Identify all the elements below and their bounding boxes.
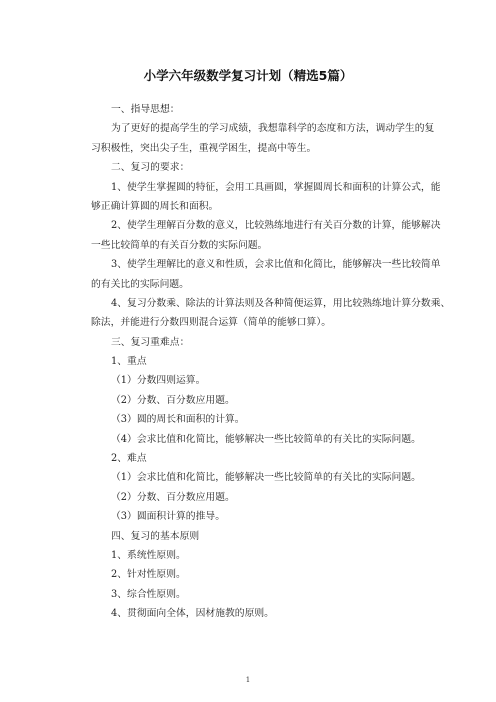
list-item: （2）分数、百分数应用题。 — [111, 394, 235, 406]
paragraph-line: 为了更好的提高学生的学习成绩，我想靠科学的态度和方法，调动学生的复 — [111, 123, 435, 135]
section-heading-guiding-idea: 一、指导思想： — [111, 104, 180, 115]
paragraph-line: 习积极性，突出尖子生，重视学困生，提高中等生。 — [91, 142, 317, 154]
list-item: （1）会求比值和化简比，能够解决一些比较简单的有关比的实际问题。 — [111, 472, 421, 484]
list-item: （2）分数、百分数应用题。 — [111, 491, 235, 503]
paragraph-line: 2、使学生理解百分数的意义，比较熟练地进行有关百分数的计算，能够解决 — [111, 220, 441, 232]
section-heading-principles: 四、复习的基本原则 — [111, 530, 200, 542]
list-item: （1）分数四则运算。 — [111, 375, 206, 387]
list-item: 1、系统性原则。 — [111, 549, 186, 561]
paragraph-line: 4、复习分数乘、除法的计算法则及各种简便运算，用比较熟练地计算分数乘、 — [111, 297, 451, 309]
list-item: 2、针对性原则。 — [111, 569, 186, 581]
list-item: 4、贯彻面向全体，因材施教的原则。 — [111, 608, 274, 620]
paragraph-line: 除法，并能进行分数四则混合运算（简单的能够口算）。 — [91, 317, 332, 329]
paragraph-line: 1、使学生掌握圆的特征，会用工具画圆，掌握圆周长和面积的计算公式，能 — [111, 181, 441, 193]
document-title: 小学六年级数学复习计划（精选5篇） — [143, 68, 353, 83]
paragraph-line: 的有关比的实际问题。 — [91, 278, 189, 290]
paragraph-line: 3、使学生理解比的意义和性质，会求比值和化简比，能够解决一些比较简单 — [111, 259, 441, 271]
paragraph-line: 够正确计算圆的周长和面积。 — [91, 200, 219, 212]
subheading-key: 1、重点 — [111, 356, 147, 368]
list-item: 3、综合性原则。 — [111, 588, 186, 600]
list-item: （3）圆的周长和面积的计算。 — [111, 414, 245, 426]
section-heading-key-points: 三、复习重难点： — [111, 336, 190, 348]
document-body — [91, 100, 451, 624]
page-number: 1 — [245, 676, 251, 684]
section-heading-requirements: 二、复习的要求： — [111, 162, 190, 174]
list-item: （4）会求比值和化简比，能够解决一些比较简单的有关比的实际问题。 — [111, 433, 421, 445]
list-item: （3）圆面积计算的推导。 — [111, 511, 225, 523]
subheading-difficult: 2、难点 — [111, 453, 147, 465]
paragraph-line: 一些比较简单的有关百分数的实际问题。 — [91, 239, 268, 251]
